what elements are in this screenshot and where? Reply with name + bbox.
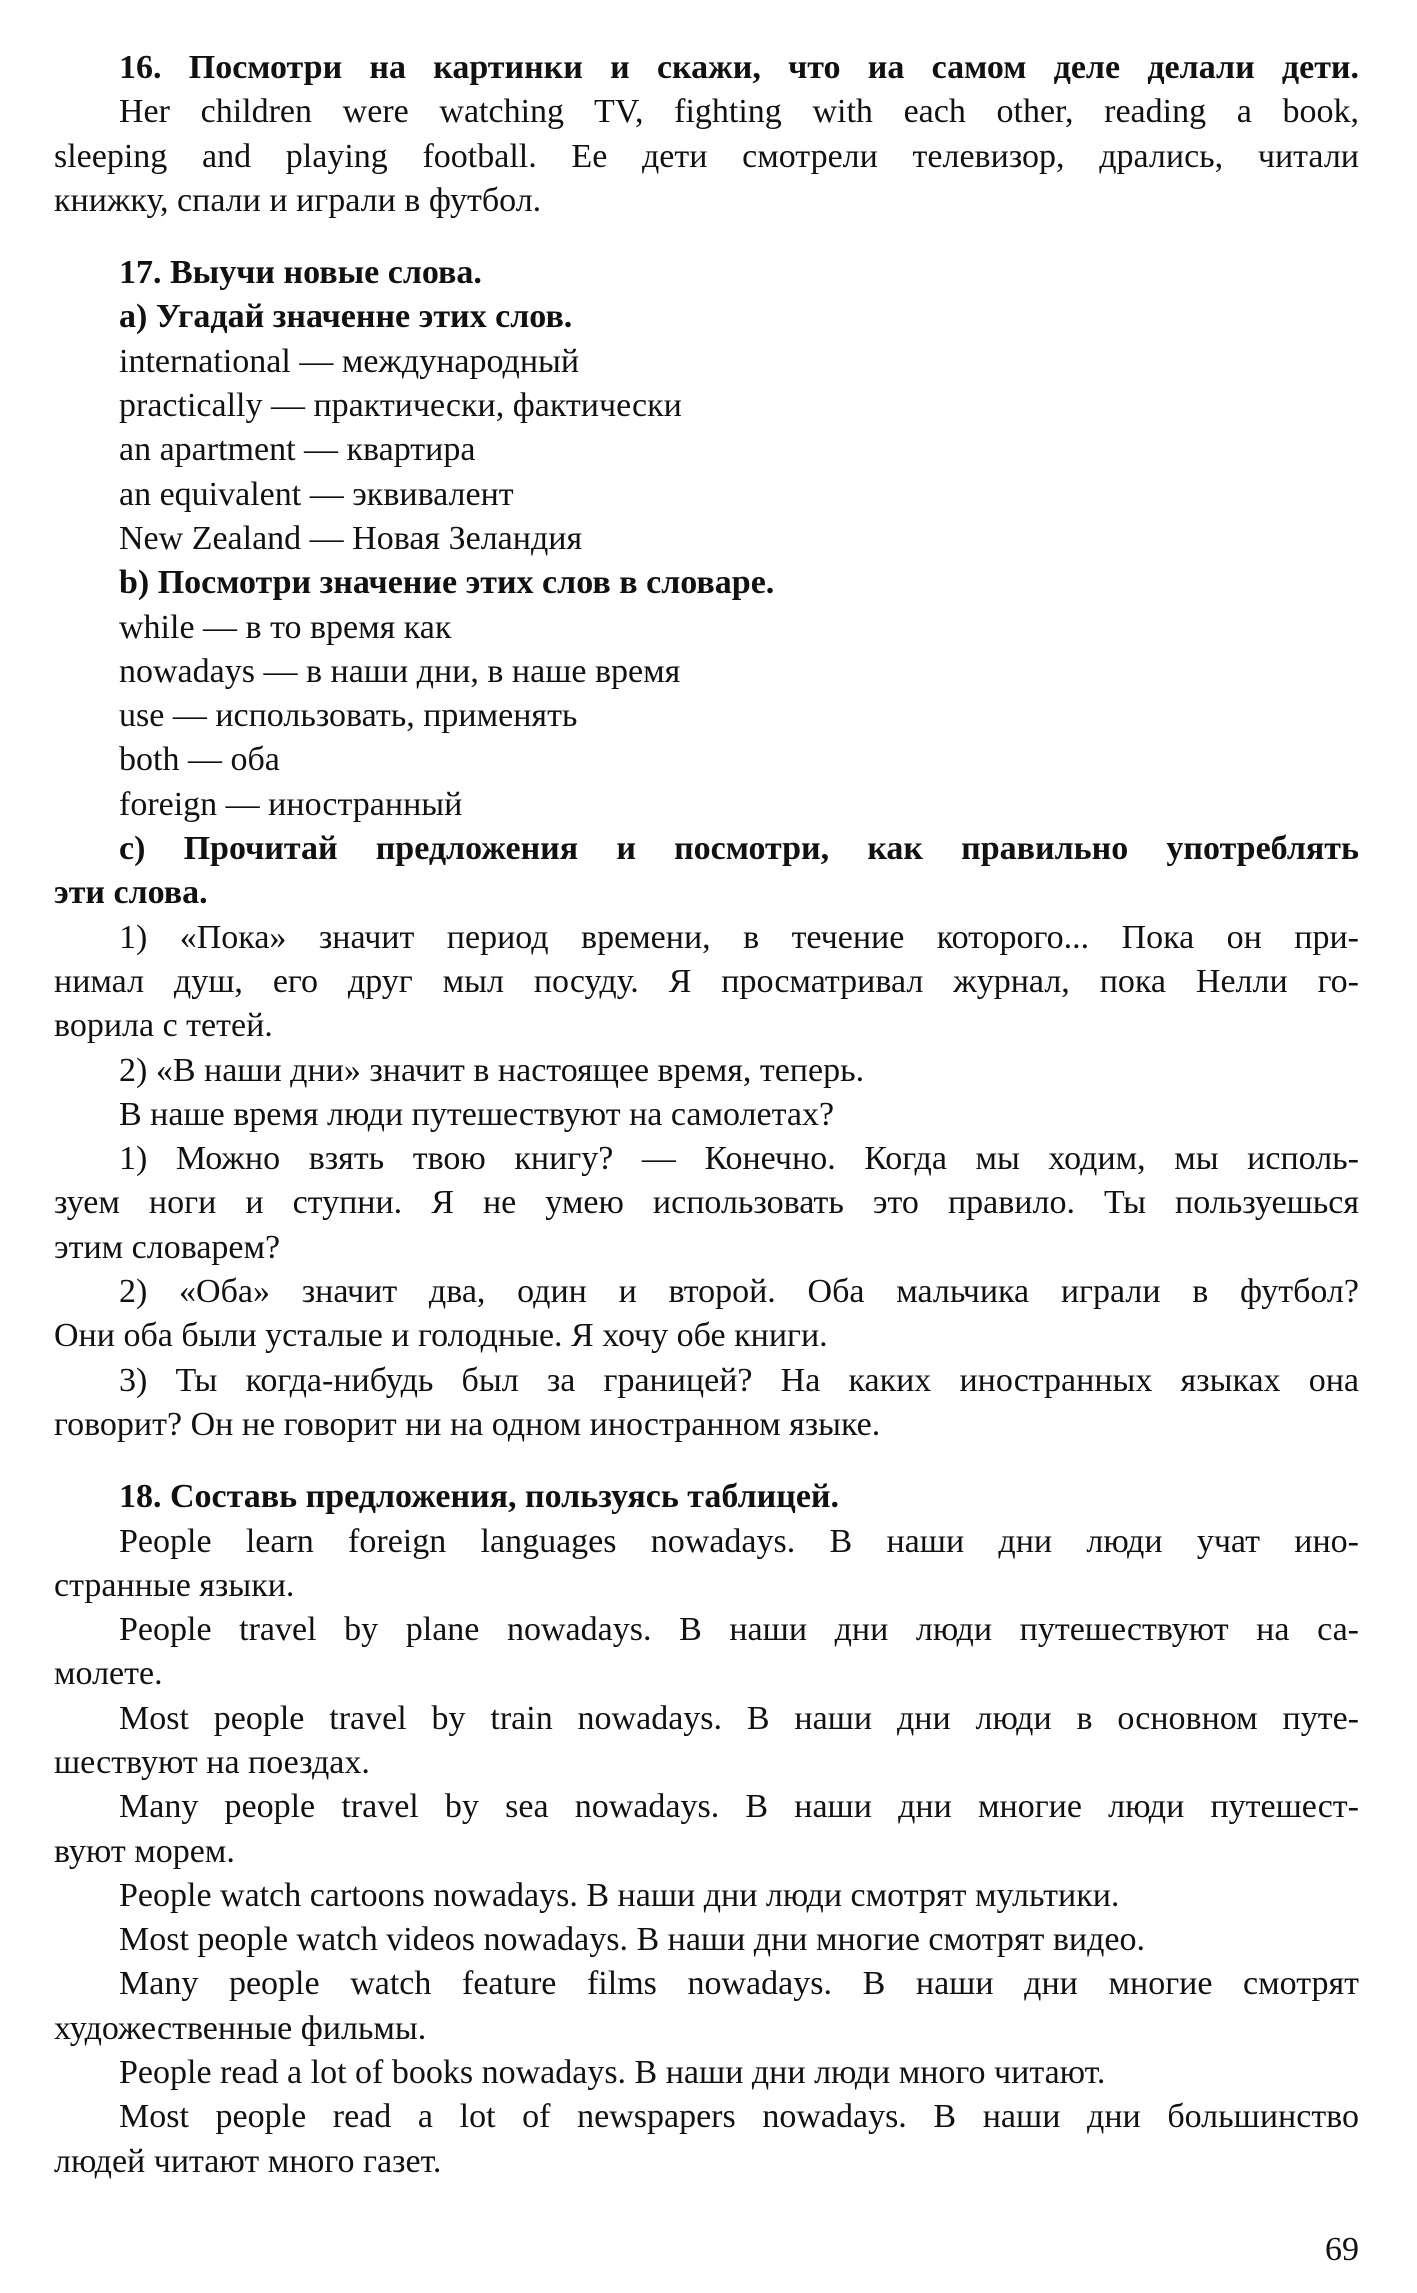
text-line: этим словарем? [54, 1228, 281, 1266]
text-line: 1) Можно взять твою книгу? — Конечно. Когда мы ходим, мы исполь- [119, 1140, 1359, 1178]
text-line: 1) «Пока» значит период времени, в течение которого... Пока он при- [119, 918, 1359, 956]
text-line: 2) «Оба» значит два, один и второй. Оба мальчика играли в футбол? [119, 1273, 1359, 1311]
text-line: international — международный [119, 342, 580, 380]
text-line: Most people watch videos nowadays. В наши дни многие смотрят видео. [119, 1921, 1145, 1959]
page-body [54, 46, 1359, 2184]
text-line: nowadays — в наши дни, в наше время [119, 652, 681, 690]
text-line: Many people watch feature films nowadays. В наши дни многие смотрят [119, 1965, 1359, 2003]
text-line: People watch cartoons nowadays. В наши дни люди смотрят мультики. [119, 1876, 1120, 1914]
exercise-heading-line: 16. Посмотри на картинки и скажи, что иа самом деле делали дети. [119, 49, 1359, 86]
text-line: молете. [54, 1655, 163, 1693]
text-line: говорит? Он не говорит ни на одном иностранном языке. [54, 1405, 881, 1443]
text-line: шествуют на поездах. [54, 1743, 370, 1781]
text-line: вуют морем. [54, 1832, 235, 1870]
text-line: use — использовать, применять [119, 697, 578, 735]
text-line: 2) «В наши дни» значит в настоящее время, теперь. [119, 1051, 865, 1089]
text-line: foreign — иностранный [119, 785, 463, 823]
text-line: an equivalent — эквивалент [119, 475, 514, 513]
text-line: Her children were watching TV, fighting with each other, reading a book, [119, 93, 1359, 131]
text-line: художественные фильмы. [54, 2009, 427, 2047]
text-line: while — в то время как [119, 608, 452, 646]
text-line: В наше время люди путешествуют на самолетах? [119, 1095, 835, 1133]
text-line: an apartment — квартира [119, 431, 476, 469]
exercise-heading-line: 18. Составь предложения, пользуясь таблицей. [119, 1478, 840, 1516]
text-line: Most people read a lot of newspapers nowadays. В наши дни большинство [119, 2098, 1359, 2136]
text-line: practically — практически, фактически [119, 387, 682, 425]
exercise-heading-line: 17. Выучи новые слова. [119, 254, 482, 292]
text-line: sleeping and playing football. Ее дети смотрели телевизор, дрались, читали [54, 137, 1359, 175]
text-line: Many people travel by sea nowadays. В наши дни многие люди путешест- [119, 1788, 1359, 1826]
text-line: зуем ноги и ступни. Я не умею использовать это правило. Ты пользуешься [54, 1184, 1359, 1222]
exercise-17 [54, 251, 1359, 1447]
text-line: людей читают много газет. [54, 2142, 442, 2180]
text-line: нимал душ, его друг мыл посуду. Я просматривал журнал, пока Нелли го- [54, 962, 1359, 1000]
text-line: People travel by plane nowadays. В наши дни люди путешествуют на са- [119, 1611, 1359, 1649]
exercise-heading-line: b) Посмотри значение этих слов в словаре. [119, 564, 775, 602]
exercise-18 [54, 1475, 1359, 2184]
exercise-heading-line: c) Прочитай предложения и посмотри, как правильно употреблять [119, 830, 1359, 868]
exercise-heading-line: эти слова. [54, 874, 208, 912]
text-line: странные языки. [54, 1566, 295, 1604]
text-line: New Zealand — Новая Зеландия [119, 519, 583, 557]
exercise-16 [54, 46, 1359, 223]
text-line: Они оба были усталые и голодные. Я хочу обе книги. [54, 1317, 828, 1355]
text-line: Most people travel by train nowadays. В наши дни люди в основном путе- [119, 1699, 1359, 1737]
page-number: 69 [1325, 2231, 1359, 2268]
text-line: People read a lot of books nowadays. В наши дни люди много читают. [119, 2054, 1106, 2092]
text-line: both — оба [119, 741, 280, 779]
text-line: 3) Ты когда-нибудь был за границей? На каких иностранных языках она [119, 1361, 1359, 1399]
text-line: ворила с тетей. [54, 1007, 273, 1045]
text-line: книжку, спали и играли в футбол. [54, 181, 542, 219]
text-line: People learn foreign languages nowadays. В наши дни люди учат ино- [119, 1522, 1359, 1560]
exercise-heading-line: a) Угадай значенне этих слов. [119, 298, 573, 336]
